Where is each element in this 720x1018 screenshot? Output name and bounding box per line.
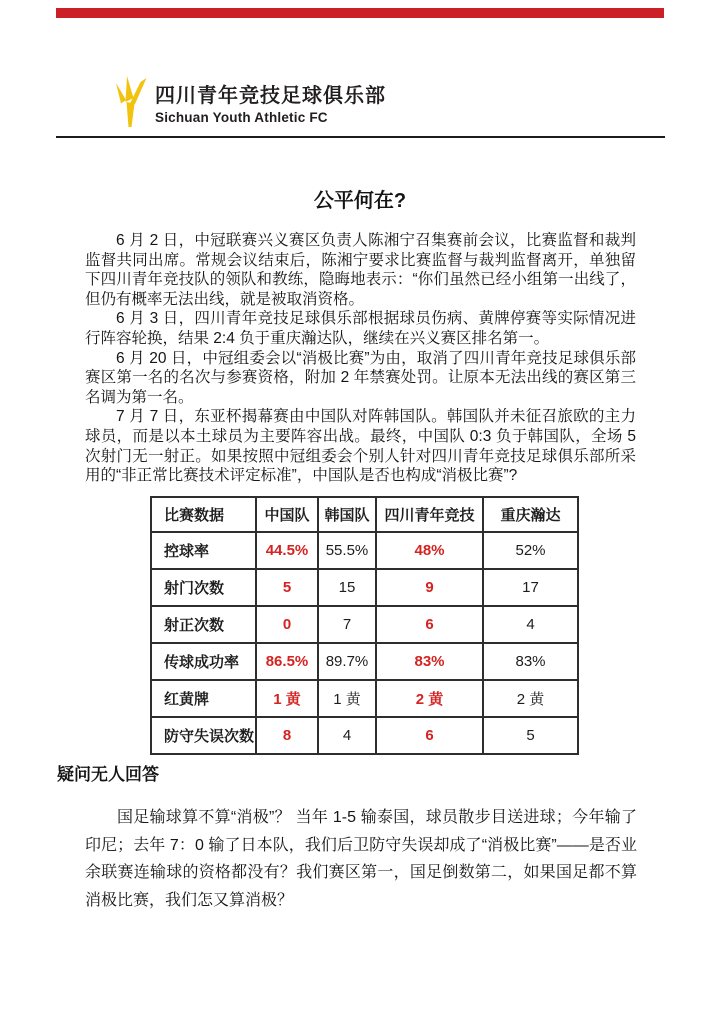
- row-label: 传球成功率: [151, 643, 256, 680]
- table-header-cell: 中国队: [256, 497, 318, 532]
- stat-value: 7: [318, 606, 376, 643]
- club-emblem-icon: [114, 76, 148, 129]
- section-heading: 疑问无人回答: [57, 765, 159, 784]
- stat-value: 8: [256, 717, 318, 754]
- row-label: 射正次数: [151, 606, 256, 643]
- club-name-en: Sichuan Youth Athletic FC: [155, 110, 328, 125]
- stat-value: 2 黄: [376, 680, 483, 717]
- club-name-zh: 四川青年竞技足球俱乐部: [155, 85, 386, 107]
- row-label: 控球率: [151, 532, 256, 569]
- stat-value: 86.5%: [256, 643, 318, 680]
- letterhead: [114, 76, 386, 129]
- top-red-bar: [56, 8, 664, 18]
- table-header-cell: 韩国队: [318, 497, 376, 532]
- table-header-cell: 比赛数据: [151, 497, 256, 532]
- paragraph-3: 6 月 20 日，中冠组委会以“消极比赛”为由，取消了四川青年竞技足球俱乐部赛区第一名的名次与参赛资格，附加 2 年禁赛处罚。让原本无法出线的赛区第三名调为第一名。: [85, 349, 636, 406]
- stat-value: 2 黄: [483, 680, 578, 717]
- stat-value: 55.5%: [318, 532, 376, 569]
- paragraph-2: 6 月 3 日，四川青年竞技足球俱乐部根据球员伤病、黄牌停赛等实际情况进行阵容轮换，结果 2:4 负于重庆瀚达队，继续在兴义赛区排名第一。: [85, 310, 636, 347]
- stat-value: 5: [483, 717, 578, 754]
- stat-value: 83%: [483, 643, 578, 680]
- stat-value: 15: [318, 569, 376, 606]
- table-header-row: [151, 497, 578, 532]
- stat-value: 52%: [483, 532, 578, 569]
- stat-value: 17: [483, 569, 578, 606]
- stats-table: [150, 496, 579, 755]
- stat-value: 83%: [376, 643, 483, 680]
- table-row: [151, 717, 578, 754]
- paragraph-4: 7 月 7 日，东亚杯揭幕赛由中国队对阵韩国队。韩国队并未征召旅欧的主力球员，而是以本土球员为主要阵容出战。最终，中国队 0:3 负于韩国队，全场 5 次射门无一射正。如果按照中冠组委会个别人针对四川青年竞技足球俱乐部所采用的“非正常比赛技术评定标准”，中国队是否也构成“消极比赛”?: [85, 408, 636, 485]
- stat-value: 0: [256, 606, 318, 643]
- row-label: 红黄牌: [151, 680, 256, 717]
- stat-value: 44.5%: [256, 532, 318, 569]
- header-divider: [56, 136, 665, 138]
- table-row: [151, 643, 578, 680]
- closing-paragraph: 国足输球算不算“消极”？ 当年 1-5 输泰国，球员散步目送进球；今年输了印尼；去年 7：0 输了日本队，我们后卫防守失误却成了“消极比赛”——是否业余联赛连输球的资格都没有？我们赛区第一，国足倒数第二，如果国足都不算消极比赛，我们怎又算消极？: [85, 809, 637, 909]
- page-title: 公平何在?: [313, 190, 407, 212]
- table-header-cell: 重庆瀚达: [483, 497, 578, 532]
- stat-value: 1 黄: [318, 680, 376, 717]
- body-text: [85, 231, 636, 486]
- stat-value: 6: [376, 606, 483, 643]
- stat-value: 4: [318, 717, 376, 754]
- stat-value: 6: [376, 717, 483, 754]
- closing-text: [85, 804, 637, 914]
- stat-value: 48%: [376, 532, 483, 569]
- stat-value: 1 黄: [256, 680, 318, 717]
- table-row: [151, 606, 578, 643]
- row-label: 防守失误次数: [151, 717, 256, 754]
- stat-value: 89.7%: [318, 643, 376, 680]
- row-label: 射门次数: [151, 569, 256, 606]
- stat-value: 4: [483, 606, 578, 643]
- table-row: [151, 680, 578, 717]
- stat-value: 9: [376, 569, 483, 606]
- table-header-cell: 四川青年竞技: [376, 497, 483, 532]
- table-row: [151, 569, 578, 606]
- table-row: [151, 532, 578, 569]
- paragraph-1: 6 月 2 日，中冠联赛兴义赛区负责人陈湘宁召集赛前会议，比赛监督和裁判监督共同出席。常规会议结束后，陈湘宁要求比赛监督与裁判监督离开，单独留下四川青年竞技队的领队和教练，隐晦地表示：“你们虽然已经小组第一出线了，但仍有概率无法出线，就是被取消资格。: [85, 232, 636, 308]
- club-names: [155, 85, 386, 125]
- stat-value: 5: [256, 569, 318, 606]
